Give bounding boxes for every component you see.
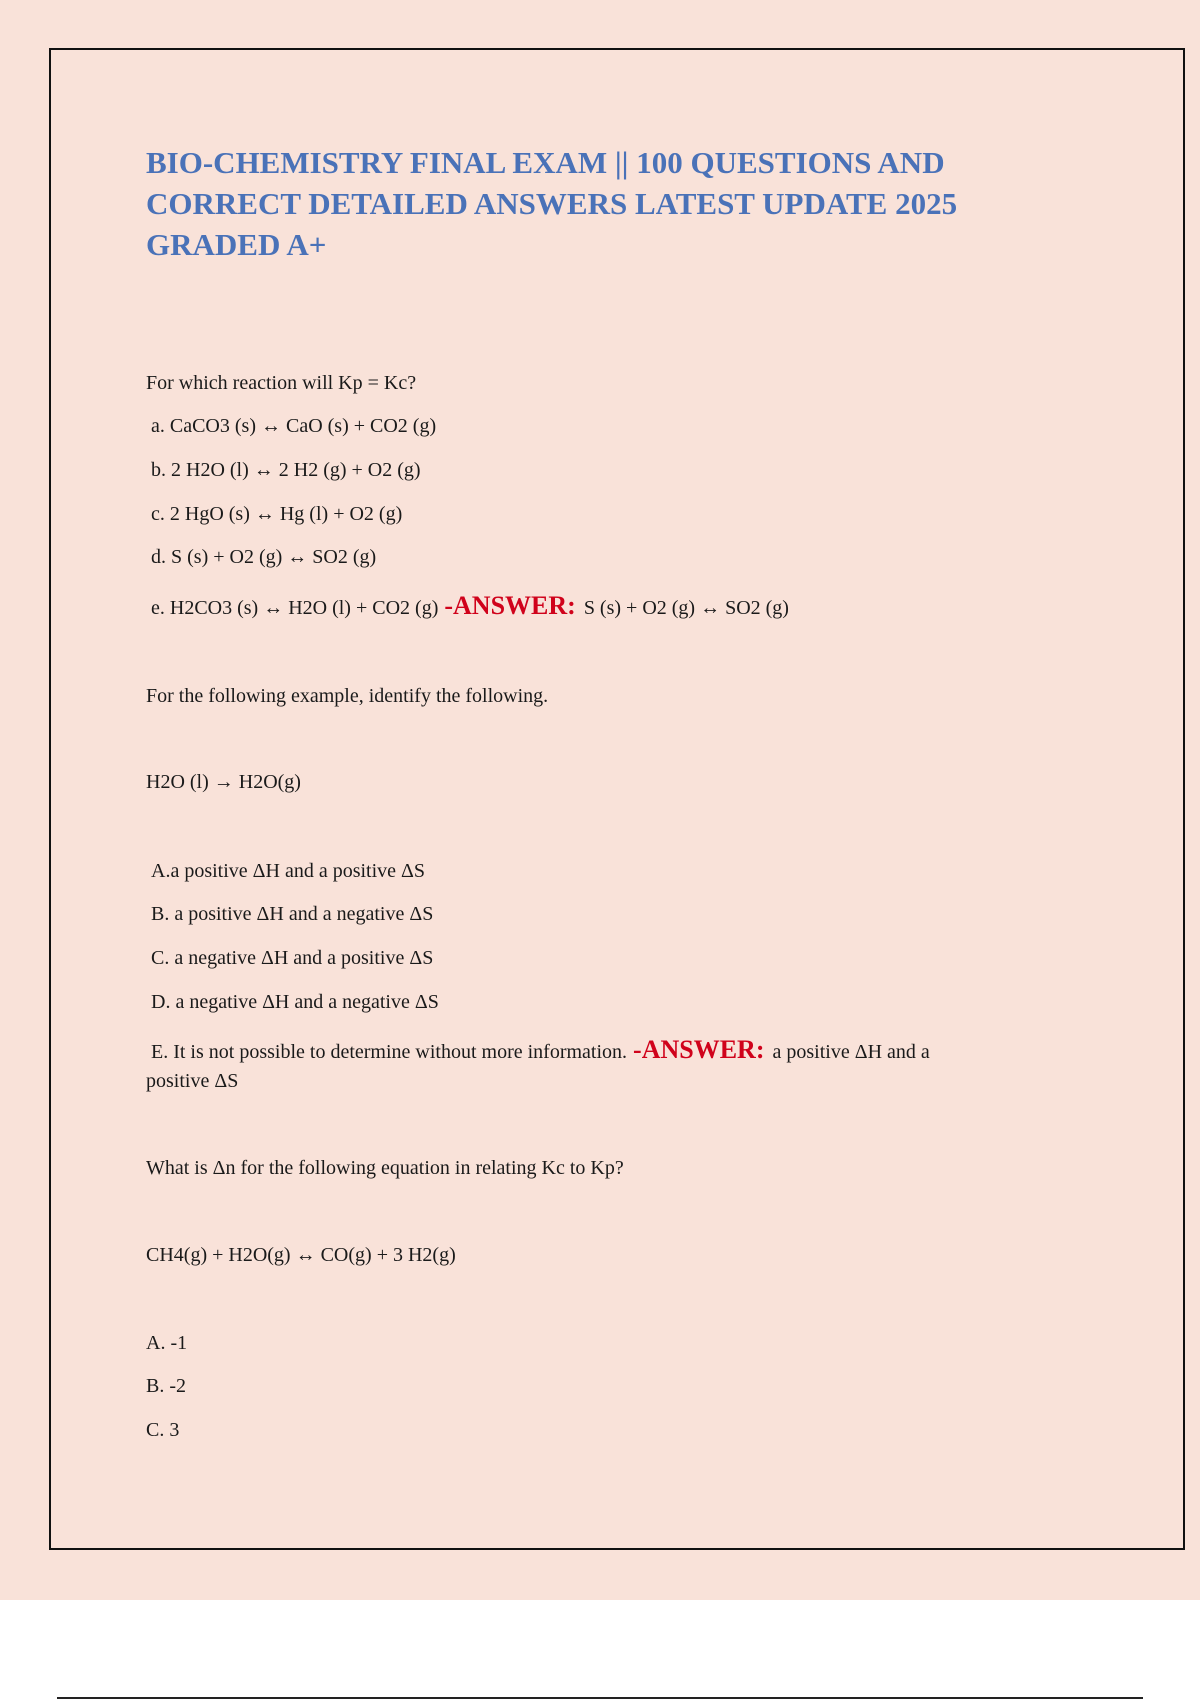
question-3-equation: CH4(g) + H2O(g) ↔ CO(g) + 3 H2(g)	[146, 1244, 456, 1266]
answer-label: -ANSWER:	[633, 1035, 765, 1064]
question-2-answer-part-2: positive ΔS	[146, 1070, 239, 1092]
question-3-option-c: C. 3	[146, 1419, 180, 1441]
question-2-option-d: D. a negative ΔH and a negative ΔS	[151, 991, 439, 1013]
question-2-option-c: C. a negative ΔH and a positive ΔS	[151, 947, 434, 969]
question-2-option-a: A.a positive ΔH and a positive ΔS	[151, 860, 426, 882]
document-title: BIO-CHEMISTRY FINAL EXAM || 100 QUESTIONS AND CORRECT DETAILED ANSWERS LATEST UPDATE 2025 GRADED A+	[146, 145, 958, 262]
question-3-option-a: A. -1	[146, 1332, 188, 1354]
question-1-option-b: b. 2 H2O (l) ↔ 2 H2 (g) + O2 (g)	[151, 459, 421, 481]
page-border	[49, 48, 1185, 1550]
question-1-option-c: c. 2 HgO (s) ↔ Hg (l) + O2 (g)	[151, 503, 403, 525]
footer-divider	[57, 1697, 1143, 1699]
question-1-option-e-with-answer	[151, 592, 789, 622]
question-1-option-d: d. S (s) + O2 (g) ↔ SO2 (g)	[151, 546, 377, 568]
question-2-option-e-with-answer	[151, 1036, 930, 1066]
answer-label: -ANSWER:	[444, 591, 576, 620]
question-3-option-b: B. -2	[146, 1375, 186, 1397]
question-1-option-a: a. CaCO3 (s) ↔ CaO (s) + CO2 (g)	[151, 415, 437, 437]
question-2-equation: H2O (l) → H2O(g)	[146, 771, 301, 793]
question-2-answer-part-1: a positive ΔH and a	[772, 1041, 930, 1063]
question-2-option-b: B. a positive ΔH and a negative ΔS	[151, 903, 434, 925]
question-1-prompt: For which reaction will Kp = Kc?	[146, 372, 417, 394]
question-2-option-e: E. It is not possible to determine without more information.	[151, 1041, 628, 1063]
question-1-option-e: e. H2CO3 (s) ↔ H2O (l) + CO2 (g)	[151, 597, 439, 619]
question-2-prompt: For the following example, identify the following.	[146, 685, 549, 707]
question-3-prompt: What is Δn for the following equation in relating Kc to Kp?	[146, 1157, 624, 1179]
question-1-answer: S (s) + O2 (g) ↔ SO2 (g)	[583, 597, 789, 619]
